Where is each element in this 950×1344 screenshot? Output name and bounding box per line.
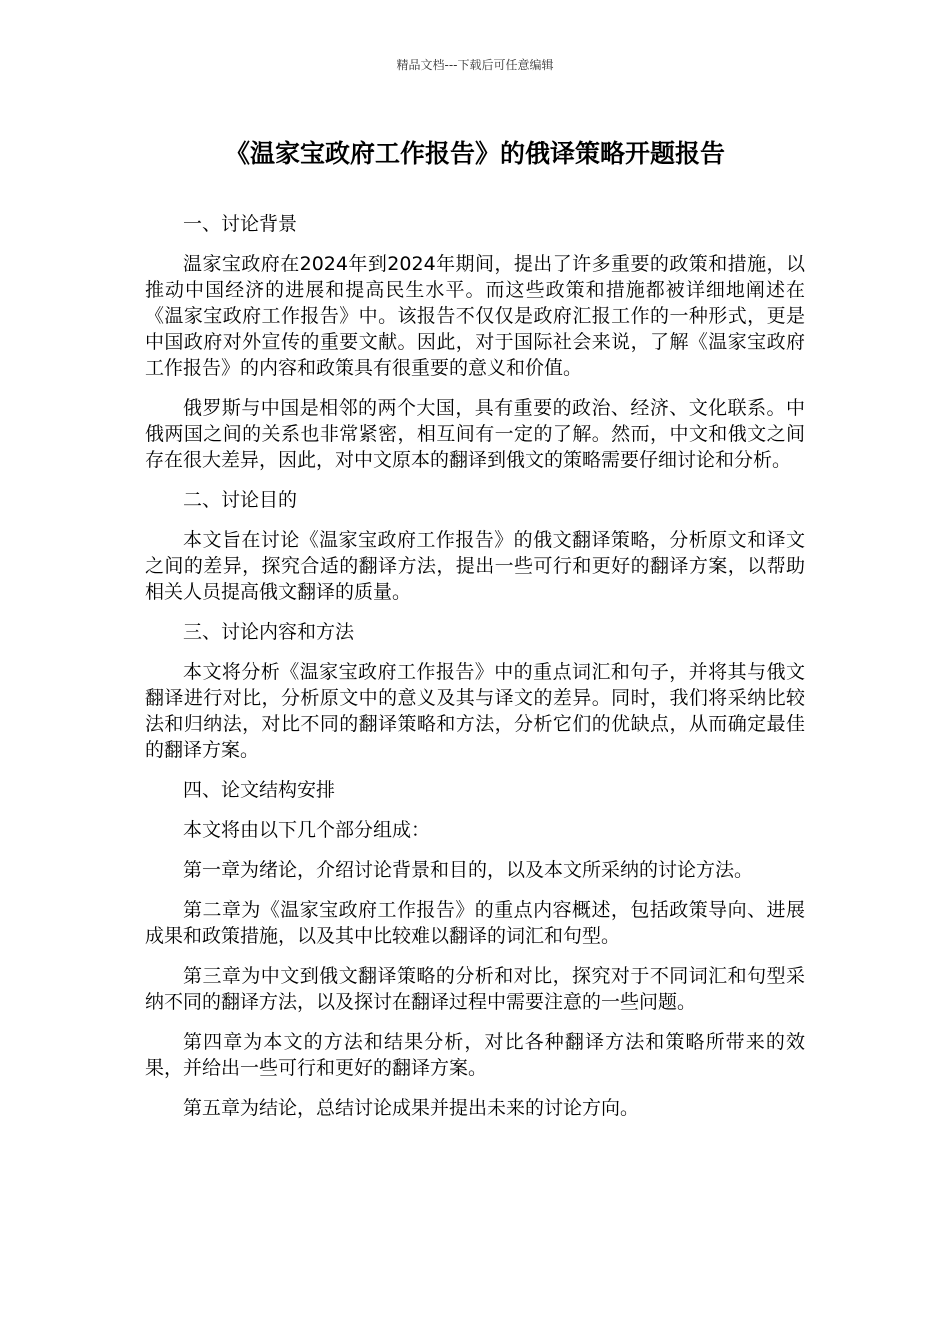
section-heading-purpose: 二、讨论目的: [183, 489, 298, 511]
chapter-item: 第一章为绪论，介绍讨论背景和目的，以及本文所采纳的讨论方法。: [183, 859, 754, 881]
section-heading-content-method: 三、讨论内容和方法: [183, 621, 355, 643]
body-paragraph: 俄罗斯与中国是相邻的两个大国，具有重要的政治、经济、文化联系。中俄两国之间的关系也非常紧密，相互间有一定的了解。然而，中文和俄文之间存在很大差异，因此，对中文原本的翻译到俄文的策略需要仔细讨论和分析。: [145, 397, 805, 471]
page-header-note: 精品文档---下载后可任意编辑: [396, 58, 554, 72]
document-title: 《温家宝政府工作报告》的俄译策略开题报告: [224, 139, 725, 168]
section-heading-background: 一、讨论背景: [183, 213, 298, 235]
document-body: [145, 211, 805, 1121]
chapter-item: 第三章为中文到俄文翻译策略的分析和对比，探究对于不同词汇和句型采纳不同的翻译方法，以及探讨在翻译过程中需要注意的一些问题。: [145, 965, 805, 1013]
chapter-item: 第五章为结论，总结讨论成果并提出未来的讨论方向。: [183, 1097, 640, 1119]
body-paragraph: 温家宝政府在2024年到2024年期间，提出了许多重要的政策和措施，以推动中国经济的进展和提高民生水平。而这些政策和措施都被详细地阐述在《温家宝政府工作报告》中。该报告不仅仅是政府汇报工作的一种形式，更是中国政府对外宣传的重要文献。因此，对于国际社会来说，了解《温家宝政府工作报告》的内容和政策具有很重要的意义和价值。: [145, 253, 805, 379]
chapter-item: 第二章为《温家宝政府工作报告》的重点内容概述，包括政策导向、进展成果和政策措施，以及其中比较难以翻译的词汇和句型。: [145, 899, 805, 947]
section-heading-structure: 四、论文结构安排: [183, 779, 336, 801]
body-paragraph: 本文旨在讨论《温家宝政府工作报告》的俄文翻译策略，分析原文和译文之间的差异，探究合适的翻译方法，提出一些可行和更好的翻译方案，以帮助相关人员提高俄文翻译的质量。: [145, 529, 805, 603]
body-paragraph: 本文将由以下几个部分组成：: [183, 819, 431, 841]
chapter-item: 第四章为本文的方法和结果分析，对比各种翻译方法和策略所带来的效果，并给出一些可行和更好的翻译方案。: [145, 1031, 805, 1079]
body-paragraph: 本文将分析《温家宝政府工作报告》中的重点词汇和句子，并将其与俄文翻译进行对比，分析原文中的意义及其与译文的差异。同时，我们将采纳比较法和归纳法，对比不同的翻译策略和方法，分析它们的优缺点，从而确定最佳的翻译方案。: [145, 661, 805, 761]
